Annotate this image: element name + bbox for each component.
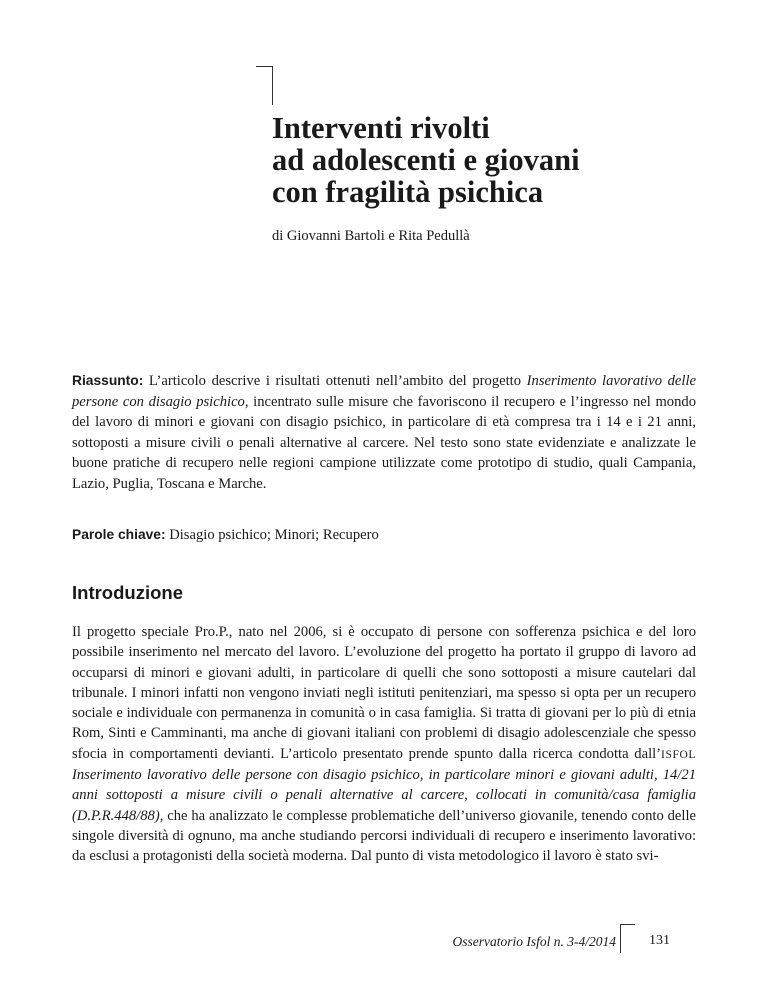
intro-body-text	[72, 622, 696, 867]
footer-journal-name: Osservatorio Isfol n. 3-4/2014	[452, 934, 616, 949]
intro-text-part-2: , che ha analizzato le complesse problematiche dell’universo giovanile, tenendo conto delle singole diversità di ognuno, ma anche studiando percorsi individuali di recupero e inserimento lavorativo: da esclusi a protagonisti della società moderna. Dal punto di vista metodologico il lavoro è stato svi-	[72, 807, 696, 865]
title-line-1: Interventi rivolti	[272, 111, 490, 145]
corner-crop-mark	[256, 66, 273, 105]
section-heading: Introduzione	[72, 582, 183, 603]
intro-text-part-1: Il progetto speciale Pro.P., nato nel 2006, si è occupato di persone con sofferenza psichica e del loro possibile inserimento nel mercato del lavoro. L’evoluzione del progetto ha portato il gruppo di lavoro ad occuparsi di minori e giovani adulti, in particolare di quelli che sono sottoposti a misure cautelari dal tribunale. I minori infatti non vengono inviati negli istituti penitenziari, ma spesso si opta per un recupero sociale e individuale con permanenza in comunità o in casa famiglia. Si tratta di giovani per lo più di etnia Rom, Sinti e Camminanti, ma anche di giovani italiani con problemi di disagio adolescenziale che spesso sfocia in comportamenti devianti. L’articolo presentato prende spunto dalla ricerca condotta dall’	[72, 624, 696, 762]
title-line-2: ad adolescenti e giovani	[272, 143, 580, 177]
page-number: 131	[649, 933, 670, 948]
abstract-project-title: Inserimento lavorativo delle persone con disagio psichico	[72, 373, 696, 410]
abstract-text-after: , incentrato sulle misure che favoriscono il recupero e l’ingresso nel mondo del lavoro di minori e giovani con disagio psichico, in particolare di età compresa tra i 14 e i 21 anni, sottoposti a misure civili o penali alternative al carcere. Nel testo sono state evidenziate e analizzate le buone pratiche di recupero nelle regioni campione utilizzate come prototipo di studio, quali Campania, Lazio, Puglia, Toscana e Marche.	[72, 393, 696, 492]
footer-crop-mark	[620, 924, 635, 953]
abstract-text-before: L’articolo descrive i risultati ottenuti nell’ambito del progetto	[143, 373, 527, 389]
abstract-paragraph	[72, 371, 696, 494]
title-line-3: con fragilità psichica	[272, 175, 544, 209]
abstract-label: Riassunto:	[72, 373, 144, 388]
article-title	[272, 112, 732, 208]
keywords-text: Disagio psichico; Minori; Recupero	[165, 527, 379, 543]
isfol-acronym: ISFOL	[661, 748, 696, 761]
keywords-line	[72, 525, 696, 545]
article-authors: di Giovanni Bartoli e Rita Pedullà	[272, 228, 470, 244]
keywords-label: Parole chiave:	[72, 527, 166, 542]
research-title: Inserimento lavorativo delle persone con disagio psichico, in particolare minori e giovani adulti, 14/21 anni sottoposti a misure civili o penali alternative al carcere, collocati in comunità/casa famiglia (D.P.R.448/88)	[72, 767, 696, 824]
